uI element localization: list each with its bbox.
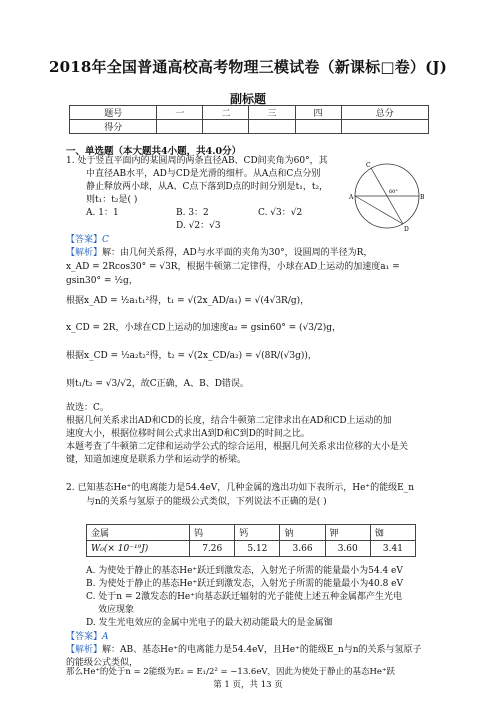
q2-analysis-line: [66, 644, 422, 657]
score-value-row: [70, 120, 429, 134]
score-header-row: [70, 106, 429, 120]
q1-analysis-line: 则t₁/t₂ = √3/√2，故C正确，A、B、D错误。: [66, 379, 249, 389]
metal-header-cell: 钠: [280, 525, 325, 541]
score-header-cell: 四: [295, 106, 341, 120]
score-cell: [203, 120, 249, 134]
analysis-tag: 【解析】: [66, 645, 103, 655]
q1-analysis-line: 根据x_AD = ½a₁t₁²得，t₁ = √(2x_AD/a₁) = √(4√3R/g)，: [66, 296, 310, 306]
q1-analysis-line: 故选：C。: [66, 403, 109, 413]
score-cell: [157, 120, 203, 134]
answer-value: A: [102, 632, 109, 642]
q1-answer: [66, 234, 109, 247]
metal-value-cell: 5.12: [235, 541, 280, 557]
q1-analysis-line: 根据x_CD = ½a₂t₂²得，t₂ = √(2x_CD/a₂) = √(8R/(√3g))，: [66, 351, 317, 361]
score-cell: [249, 120, 295, 134]
q2-analysis-line: 的能级公式类似，: [66, 658, 139, 668]
q1-option-c: C. √3：√2: [258, 208, 303, 218]
q1-analysis-line: x_CD = 2R，小球在CD上运动的加速度a₂ = gsin60° = (√3/2)g，: [66, 323, 342, 333]
metal-value-cell: 3.41: [370, 541, 415, 557]
section-heading: 一、单选题（本大题共4小题，共4.0分）: [66, 146, 242, 157]
q1-line: 则t₁：t₂是( ): [86, 195, 138, 205]
q2-option-b: B. 为使处于静止的基态He⁺跃迁到激发态，入射光子所需的能量最小为40.8 eV: [86, 579, 403, 589]
q1-analysis-line: gsin30° = ½g，: [66, 276, 138, 286]
work-function-table: [86, 524, 416, 557]
answer-value: C: [102, 235, 109, 245]
q1-analysis-line: 根据几何关系求出AD和CD的长度，结合牛顿第二定律求出在AD和CD上运动的加: [66, 416, 392, 426]
metal-row-label: W₀(× 10⁻¹⁹J): [87, 541, 190, 557]
q2-option-a: A. 为使处于静止的基态He⁺跃迁到激发态，入射光子所需的能量最小为54.4 eV: [86, 566, 403, 576]
page-subtitle: 副标题: [229, 92, 266, 106]
analysis-text: 解：由几何关系得，AD与水平面的夹角为30°，设圆周的半径为R，: [102, 248, 373, 258]
analysis-text: 解：AB、基态He⁺的电离能力是54.4eV，且He⁺的能级E_n与n的关系与氢原子: [102, 645, 422, 655]
q1-analysis-line: 键，知道加速度是联系力学和运动学的桥梁。: [66, 455, 247, 465]
q2-answer: [66, 631, 109, 644]
answer-tag: 【答案】: [66, 632, 103, 642]
score-header-cell: 一: [157, 106, 203, 120]
score-cell: [295, 120, 341, 134]
diagram-label: B: [420, 194, 425, 201]
answer-tag: 【答案】: [66, 235, 103, 245]
metal-value-cell: 7.26: [190, 541, 235, 557]
q1-option-b: B. 3：2: [176, 208, 209, 218]
metal-header-cell: 铷: [370, 525, 415, 541]
analysis-tag: 【解析】: [66, 248, 103, 258]
score-header-cell: 二: [203, 106, 249, 120]
q1-analysis-line: 速度大小，根据位移时间公式求出A到D和C到D的时间之比。: [66, 429, 310, 439]
metal-value-row: [87, 541, 416, 557]
page-footer: 第 1 页，共 13 页: [213, 680, 283, 690]
diagram-label: C: [366, 162, 371, 169]
q2-option-c: C. 处于n = 2激发态的He⁺向基态跃迁辐射的光子能使上述五种金属都产生光电: [86, 592, 402, 602]
metal-header-row: [87, 525, 416, 541]
score-cell: [341, 120, 428, 134]
metal-header-cell: 钨: [190, 525, 235, 541]
q1-line: 静止释放两小球，从A、C点下落到D点的时间分别是t₁，t₂，: [86, 182, 329, 192]
score-row-label: 得分: [70, 120, 157, 134]
q1-option-d: D. √2：√3: [176, 221, 221, 231]
q2-analysis-line: 那么He⁺的处于n = 2能级为E₂ = E₁/2² = −13.6eV，因此为使处于静止的基态He⁺跃: [66, 667, 395, 677]
q1-analysis-line: 本题考查了牛顿第二定律和运动学公式的综合运用，根据几何关系求出位移的大小是关: [66, 442, 409, 452]
diagram-label: A: [349, 194, 354, 201]
metal-header-cell: 钙: [235, 525, 280, 541]
q1-analysis-line: x_AD = 2Rcos30° = √3R，根据牛顿第二定律得，小球在AD上运动的加速度a₁ =: [66, 262, 400, 272]
q1-analysis-line: [66, 247, 372, 260]
diagram-label: 60°: [389, 189, 398, 195]
q2-option-d: D. 发生光电效应的金属中光电子的最大初动能最大的是金属铷: [86, 618, 333, 628]
score-header-cell: 总分: [341, 106, 428, 120]
score-table: [69, 105, 429, 134]
circle-diagram: [349, 158, 425, 234]
q1-line: 中直径AB水平，AD与CD是光滑的细杆。从A点和C点分别: [86, 169, 321, 179]
q1-option-a: A. 1：1: [86, 208, 119, 218]
page-title: 2018年全国普通高校高考物理三模试卷（新课标□卷）(J): [48, 58, 447, 76]
metal-value-cell: 3.60: [325, 541, 370, 557]
q2-option-c-cont: 效应现象: [98, 605, 135, 615]
q1-line: 1. 处于竖直平面内的某圆周的两条直径AB、CD间夹角为60°，其: [66, 156, 328, 166]
q2-line: 与n的关系与氢原子的能级公式类似，下列说法不正确的是( ): [86, 497, 327, 507]
score-header-cell: 三: [249, 106, 295, 120]
score-header-cell: 题号: [70, 106, 157, 120]
diagram-label: D: [404, 226, 409, 233]
metal-header-cell: 金属: [87, 525, 190, 541]
q2-line: 2. 已知基态He⁺的电离能力是54.4eV，几种金属的逸出功如下表所示，He⁺的能级E_n: [66, 483, 415, 493]
metal-value-cell: 3.66: [280, 541, 325, 557]
metal-header-cell: 钾: [325, 525, 370, 541]
